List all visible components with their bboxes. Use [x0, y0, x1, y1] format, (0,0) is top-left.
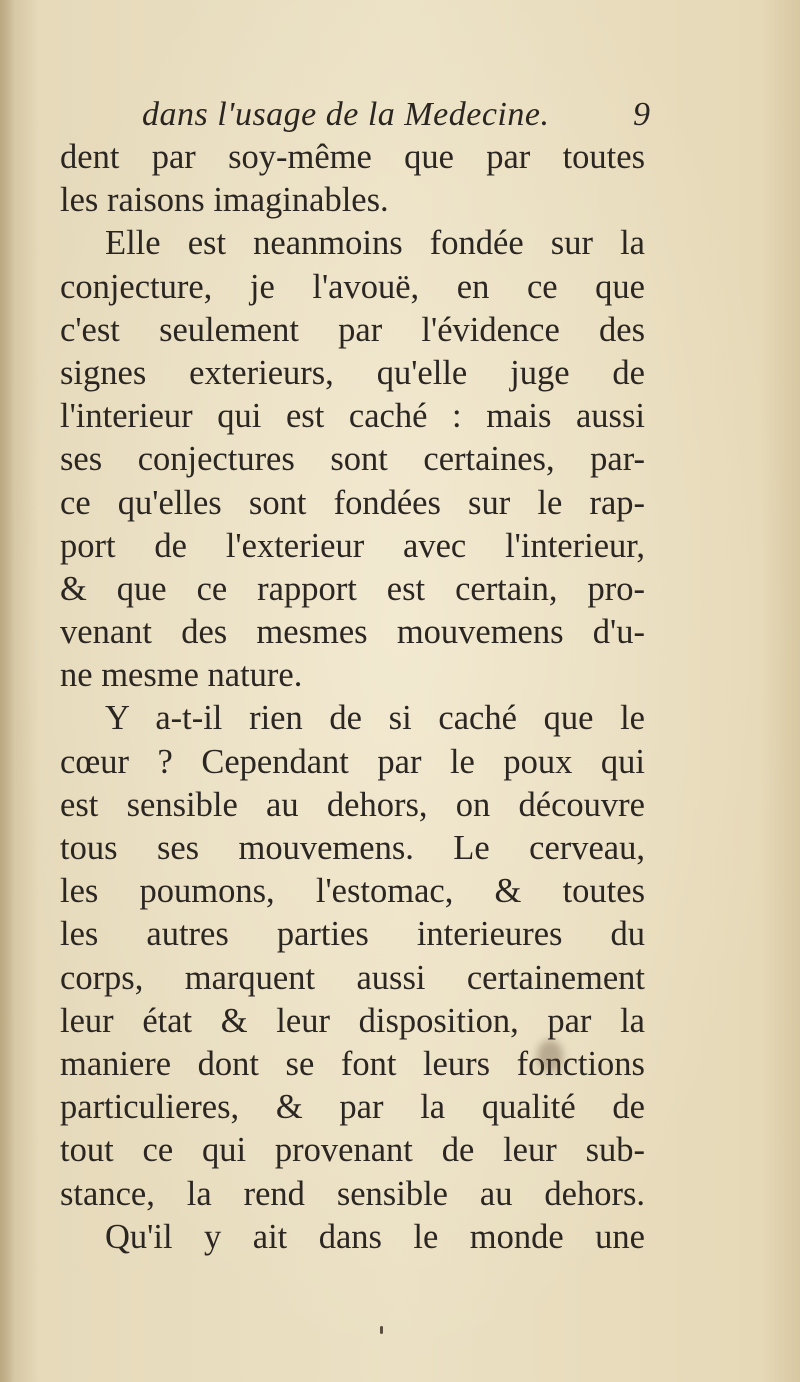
- text-line: stance, la rend sensible au dehors.: [60, 1174, 645, 1213]
- text-line: particulieres, & par la qualité de: [60, 1088, 645, 1127]
- text-line: Elle est neanmoins fondée sur la: [105, 224, 645, 263]
- text-line: port de l'exterieur avec l'interieur,: [60, 526, 645, 565]
- text-line: tout ce qui provenant de leur sub-: [60, 1131, 645, 1170]
- text-line: & que ce rapport est certain, pro-: [60, 569, 645, 608]
- page-gutter-shadow: [0, 0, 14, 1382]
- page-header: [60, 96, 650, 140]
- body-text: [60, 136, 645, 1259]
- text-line: les poumons, l'estomac, & toutes: [60, 872, 645, 911]
- text-line: ses conjectures sont certaines, par-: [60, 440, 645, 479]
- text-line: conjecture, je l'avouë, en ce que: [60, 267, 645, 306]
- text-line: ce qu'elles sont fondées sur le rap-: [60, 483, 645, 522]
- text-line: tous ses mouvemens. Le cerveau,: [60, 829, 645, 867]
- text-line: Y a-t-il rien de si caché que le: [105, 699, 645, 738]
- text-line: les autres parties interieures du: [60, 915, 645, 954]
- text-line: Qu'il y ait dans le monde une: [105, 1217, 645, 1256]
- text-line: l'interieur qui est caché : mais aussi: [60, 397, 645, 436]
- text-line: cœur ? Cependant par le poux qui: [60, 742, 645, 781]
- text-line: venant des mesmes mouvemens d'u-: [60, 613, 645, 652]
- ink-stain: [537, 1040, 563, 1072]
- text-line: ne mesme nature.: [60, 656, 303, 695]
- ink-mark: [380, 1326, 383, 1334]
- text-line: c'est seulement par l'évidence des: [60, 310, 645, 349]
- text-line: maniere dont se font leurs fonctions: [60, 1044, 645, 1083]
- text-line: les raisons imaginables.: [60, 181, 389, 220]
- text-line: corps, marquent aussi certainement: [60, 958, 645, 997]
- page-number: 9: [633, 96, 650, 133]
- text-line: signes exterieurs, qu'elle juge de: [60, 353, 645, 392]
- text-line: leur état & leur disposition, par la: [60, 1001, 645, 1040]
- text-line: dent par soy-même que par toutes: [60, 138, 645, 176]
- text-line: est sensible au dehors, on découvre: [60, 785, 645, 824]
- running-head: dans l'usage de la Medecine.: [142, 96, 550, 133]
